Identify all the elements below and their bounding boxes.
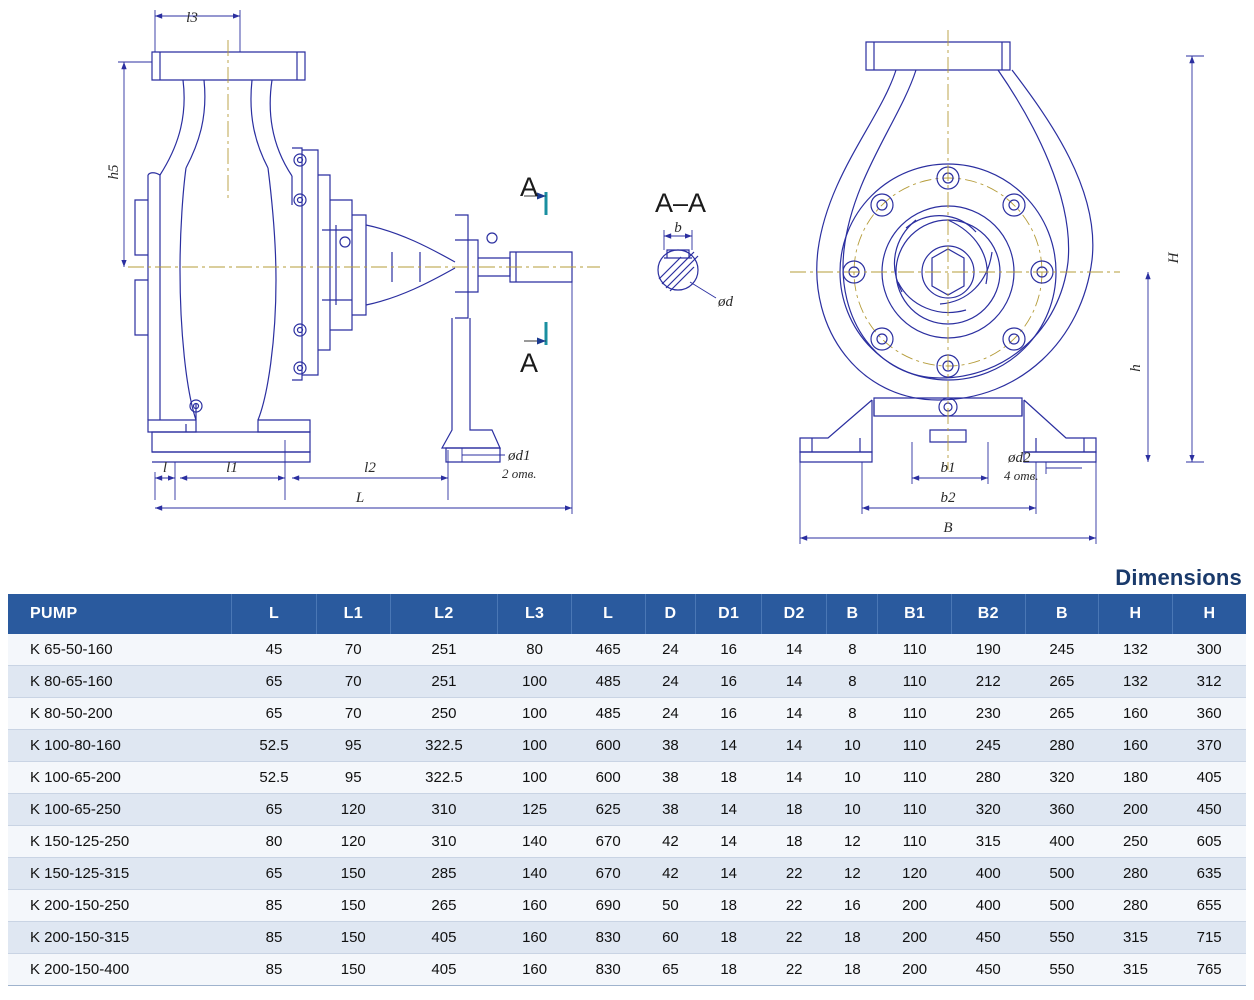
dimension-cell: 16: [696, 634, 762, 666]
column-header-b2-11: B2: [951, 594, 1025, 634]
dimension-cell: 670: [571, 826, 645, 858]
table-row: [8, 698, 1246, 730]
dimension-cell: 830: [571, 954, 645, 986]
dimension-cell: 70: [316, 698, 390, 730]
dimension-cell: 190: [951, 634, 1025, 666]
dimension-cell: 245: [951, 730, 1025, 762]
table-row: [8, 794, 1246, 826]
dimension-cell: 85: [232, 890, 317, 922]
dimension-cell: 8: [827, 634, 878, 666]
dimension-cell: 65: [232, 858, 317, 890]
dimension-cell: 360: [1172, 698, 1246, 730]
dimension-cell: 300: [1172, 634, 1246, 666]
dimension-cell: 24: [645, 698, 696, 730]
dimension-cell: 110: [878, 730, 952, 762]
section-marker-arrow: [524, 196, 546, 341]
dimension-cell: 65: [645, 954, 696, 986]
dimension-cell: 670: [571, 858, 645, 890]
dimension-cell: 18: [827, 922, 878, 954]
dimension-cell: 312: [1172, 666, 1246, 698]
dimension-cell: 315: [1099, 922, 1173, 954]
dimension-cell: 14: [761, 634, 827, 666]
dimension-cell: 635: [1172, 858, 1246, 890]
label-2-holes: 2 отв.: [502, 466, 537, 481]
centerline-front: [790, 30, 1120, 470]
dimension-cell: 52.5: [232, 762, 317, 794]
dimension-cell: 100: [498, 730, 572, 762]
dimension-cell: 18: [696, 890, 762, 922]
dimension-cell: 400: [951, 890, 1025, 922]
pump-model-cell: K 100-80-160: [8, 730, 232, 762]
dimension-cell: 370: [1172, 730, 1246, 762]
dimension-cell: 24: [645, 666, 696, 698]
dimension-cell: 320: [1025, 762, 1099, 794]
column-header-l-5: L: [571, 594, 645, 634]
table-row: [8, 954, 1246, 986]
label-phi-d2: ød2: [1008, 450, 1031, 466]
dimension-cell: 150: [316, 858, 390, 890]
label-phi-d: ød: [718, 294, 733, 310]
label-section-a-top: A: [520, 172, 539, 202]
dimension-cell: 280: [1099, 858, 1173, 890]
dimension-cell: 310: [390, 794, 498, 826]
dimension-cell: 200: [878, 922, 952, 954]
dimension-cell: 320: [951, 794, 1025, 826]
table-row: [8, 890, 1246, 922]
column-header-l2-3: L2: [390, 594, 498, 634]
pump-model-cell: K 200-150-315: [8, 922, 232, 954]
label-l2: l2: [364, 460, 376, 476]
table-header-row: [8, 594, 1246, 634]
dimension-cell: 150: [316, 954, 390, 986]
dimension-cell: 18: [761, 794, 827, 826]
label-h5: h5: [106, 164, 122, 180]
table-row: [8, 762, 1246, 794]
column-header-d-6: D: [645, 594, 696, 634]
dimension-cell: 280: [1099, 890, 1173, 922]
dimension-cell: 110: [878, 698, 952, 730]
dimension-cell: 150: [316, 922, 390, 954]
dimension-cell: 265: [390, 890, 498, 922]
dimension-cell: 600: [571, 762, 645, 794]
label-L-total: L: [355, 490, 365, 506]
table-row: [8, 634, 1246, 666]
dimension-cell: 52.5: [232, 730, 317, 762]
dimension-lines-front: [800, 56, 1204, 544]
pump-model-cell: K 100-65-200: [8, 762, 232, 794]
pump-model-cell: K 200-150-250: [8, 890, 232, 922]
dimension-cell: 160: [1099, 730, 1173, 762]
dimension-cell: 110: [878, 826, 952, 858]
dimension-cell: 18: [696, 954, 762, 986]
dimension-cell: 18: [696, 922, 762, 954]
dimension-cell: 485: [571, 666, 645, 698]
column-header-h-13: H: [1099, 594, 1173, 634]
table-body: [8, 634, 1246, 986]
dimension-cell: 12: [827, 858, 878, 890]
dimension-cell: 250: [390, 698, 498, 730]
dimensions-table: [8, 594, 1246, 986]
dimension-cell: 160: [498, 922, 572, 954]
dimension-cell: 38: [645, 762, 696, 794]
table-row: [8, 730, 1246, 762]
dimension-cell: 450: [951, 922, 1025, 954]
dimension-cell: 160: [498, 954, 572, 986]
dimension-cell: 110: [878, 666, 952, 698]
dimension-cell: 605: [1172, 826, 1246, 858]
dimension-cell: 8: [827, 698, 878, 730]
pump-model-cell: K 80-50-200: [8, 698, 232, 730]
dimension-cell: 450: [1172, 794, 1246, 826]
column-header-h-14: H: [1172, 594, 1246, 634]
column-header-l3-4: L3: [498, 594, 572, 634]
column-header-d2-8: D2: [761, 594, 827, 634]
dimension-cell: 485: [571, 698, 645, 730]
dimension-cell: 315: [951, 826, 1025, 858]
dimension-cell: 125: [498, 794, 572, 826]
dimension-cell: 200: [878, 890, 952, 922]
dimension-cell: 85: [232, 922, 317, 954]
dimension-cell: 10: [827, 762, 878, 794]
dimension-cell: 265: [1025, 698, 1099, 730]
label-section-a-bottom: A: [520, 348, 539, 378]
page-title: Dimensions: [1115, 565, 1242, 590]
dimension-cell: 80: [232, 826, 317, 858]
dimension-cell: 85: [232, 954, 317, 986]
column-header-b-12: B: [1025, 594, 1099, 634]
dimension-cell: 22: [761, 954, 827, 986]
dimension-cell: 95: [316, 730, 390, 762]
dimension-cell: 280: [1025, 730, 1099, 762]
label-b-key: b: [674, 220, 682, 236]
dimension-cell: 830: [571, 922, 645, 954]
dimension-cell: 251: [390, 666, 498, 698]
dimension-cell: 550: [1025, 954, 1099, 986]
dimension-cell: 160: [498, 890, 572, 922]
pump-model-cell: K 200-150-400: [8, 954, 232, 986]
label-B-bottom: B: [943, 520, 953, 536]
dimension-cell: 405: [1172, 762, 1246, 794]
dimension-cell: 60: [645, 922, 696, 954]
side-view-outline: [135, 52, 572, 462]
dimension-cell: 80: [498, 634, 572, 666]
column-header-d1-7: D1: [696, 594, 762, 634]
dimension-cell: 625: [571, 794, 645, 826]
dimension-cell: 65: [232, 666, 317, 698]
dimension-cell: 22: [761, 890, 827, 922]
dimension-cell: 315: [1099, 954, 1173, 986]
dimension-cell: 110: [878, 762, 952, 794]
dimension-cell: 120: [878, 858, 952, 890]
label-l1: l1: [226, 460, 238, 476]
table-row: [8, 922, 1246, 954]
dimension-cell: 322.5: [390, 730, 498, 762]
dimension-cell: 65: [232, 698, 317, 730]
dimension-cell: 360: [1025, 794, 1099, 826]
dimension-cell: 322.5: [390, 762, 498, 794]
dimension-cell: 110: [878, 634, 952, 666]
dimension-cell: 16: [696, 698, 762, 730]
dimension-cell: 405: [390, 922, 498, 954]
dimension-cell: 200: [1099, 794, 1173, 826]
dimension-cell: 150: [316, 890, 390, 922]
dimension-cell: 500: [1025, 890, 1099, 922]
table-row: [8, 826, 1246, 858]
column-header-b-9: B: [827, 594, 878, 634]
dimension-cell: 38: [645, 730, 696, 762]
dimension-cell: 22: [761, 922, 827, 954]
column-header-b1-10: B1: [878, 594, 952, 634]
dimension-cell: 50: [645, 890, 696, 922]
centerline: [128, 40, 600, 267]
dimension-cell: 250: [1099, 826, 1173, 858]
dimension-cell: 500: [1025, 858, 1099, 890]
dimension-cell: 14: [761, 762, 827, 794]
dimension-cell: 95: [316, 762, 390, 794]
dimension-cell: 600: [571, 730, 645, 762]
dimension-cell: 160: [1099, 698, 1173, 730]
dimension-cell: 465: [571, 634, 645, 666]
dimension-cell: 655: [1172, 890, 1246, 922]
dimension-cell: 200: [878, 954, 952, 986]
dimension-cell: 45: [232, 634, 317, 666]
pump-model-cell: K 150-125-315: [8, 858, 232, 890]
dimension-cell: 110: [878, 794, 952, 826]
dimension-cell: 132: [1099, 634, 1173, 666]
dimension-cell: 14: [696, 826, 762, 858]
dimension-cell: 18: [827, 954, 878, 986]
dimension-cell: 765: [1172, 954, 1246, 986]
table-row: [8, 666, 1246, 698]
label-b1: b1: [940, 460, 956, 476]
dimension-cell: 120: [316, 794, 390, 826]
dimensions-table-container: [8, 594, 1246, 986]
label-b2: b2: [940, 490, 956, 506]
label-phi-d1: ød1: [508, 448, 531, 464]
dimension-cell: 132: [1099, 666, 1173, 698]
label-4-holes: 4 отв.: [1004, 468, 1039, 483]
dimension-cell: 230: [951, 698, 1025, 730]
table-row: [8, 858, 1246, 890]
dimension-cell: 212: [951, 666, 1025, 698]
dimension-cell: 310: [390, 826, 498, 858]
column-header-pump: PUMP: [8, 594, 232, 634]
dimension-cell: 450: [951, 954, 1025, 986]
dimension-cell: 690: [571, 890, 645, 922]
dimension-cell: 400: [1025, 826, 1099, 858]
dimension-cell: 100: [498, 698, 572, 730]
dimension-cell: 16: [696, 666, 762, 698]
dimension-cell: 251: [390, 634, 498, 666]
dimension-cell: 265: [1025, 666, 1099, 698]
dimension-cell: 8: [827, 666, 878, 698]
dimension-cell: 42: [645, 858, 696, 890]
dimension-cell: 70: [316, 666, 390, 698]
pump-model-cell: K 65-50-160: [8, 634, 232, 666]
dimension-cell: 38: [645, 794, 696, 826]
pump-model-cell: K 80-65-160: [8, 666, 232, 698]
dimension-lines-side: [118, 10, 572, 514]
dimension-cell: 550: [1025, 922, 1099, 954]
column-header-l-1: L: [232, 594, 317, 634]
dimension-cell: 100: [498, 666, 572, 698]
dimension-cell: 100: [498, 762, 572, 794]
label-H-right: H: [1166, 252, 1182, 264]
dimension-cell: 14: [761, 666, 827, 698]
dimension-cell: 42: [645, 826, 696, 858]
label-section-aa: A–A: [655, 188, 707, 218]
dimension-cell: 14: [761, 698, 827, 730]
dimension-cell: 140: [498, 858, 572, 890]
dimension-cell: 22: [761, 858, 827, 890]
dimension-cell: 16: [827, 890, 878, 922]
dimension-cell: 18: [696, 762, 762, 794]
dimension-cell: 180: [1099, 762, 1173, 794]
dimension-cell: 405: [390, 954, 498, 986]
dimension-cell: 14: [696, 730, 762, 762]
column-header-l1-2: L1: [316, 594, 390, 634]
label-l3: l3: [186, 10, 198, 26]
dimension-cell: 280: [951, 762, 1025, 794]
dimension-cell: 70: [316, 634, 390, 666]
dimension-cell: 24: [645, 634, 696, 666]
dimension-cell: 14: [761, 730, 827, 762]
dimension-cell: 10: [827, 730, 878, 762]
pump-model-cell: K 100-65-250: [8, 794, 232, 826]
label-h-right: h: [1128, 364, 1144, 372]
dimension-cell: 14: [696, 858, 762, 890]
dimension-cell: 400: [951, 858, 1025, 890]
label-l: l: [162, 460, 168, 476]
dimension-cell: 65: [232, 794, 317, 826]
dimension-cell: 120: [316, 826, 390, 858]
dimension-cell: 18: [761, 826, 827, 858]
dimension-cell: 285: [390, 858, 498, 890]
dimension-cell: 715: [1172, 922, 1246, 954]
dimension-cell: 14: [696, 794, 762, 826]
section-aa-view: [658, 250, 698, 291]
dimension-cell: 245: [1025, 634, 1099, 666]
pump-model-cell: K 150-125-250: [8, 826, 232, 858]
dimension-cell: 140: [498, 826, 572, 858]
dimension-cell: 10: [827, 794, 878, 826]
dimension-cell: 12: [827, 826, 878, 858]
